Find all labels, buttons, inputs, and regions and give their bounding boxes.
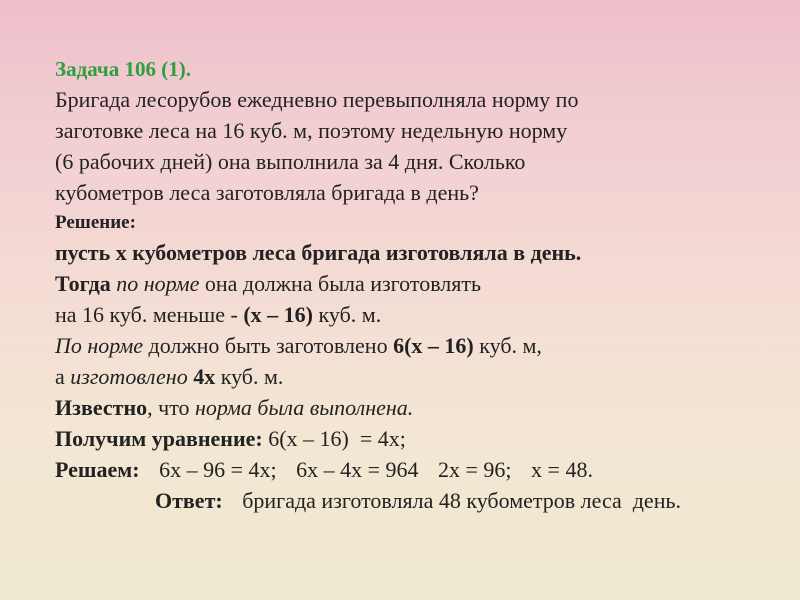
then-word: Тогда [55, 271, 111, 296]
solution-text: она должна была изготовлять [204, 271, 482, 296]
solution-line-5 [55, 361, 795, 392]
solution-line-1 [55, 237, 795, 268]
produced-phrase: изготовлено [70, 364, 188, 389]
solution-text: на 16 куб. меньше - [55, 302, 238, 327]
answer-line [55, 485, 795, 516]
solution-line-8 [55, 454, 795, 485]
unit-text: куб. м. [220, 364, 284, 389]
answer-label: Ответ: [155, 488, 223, 513]
known-word: Известно [55, 395, 148, 420]
problem-line: Бригада лесорубов ежедневно перевыполняла норму по [55, 87, 579, 112]
problem-line: заготовке леса на 16 куб. м, поэтому недельную норму [55, 118, 568, 143]
unit-text: куб. м. [318, 302, 382, 327]
answer-text: бригада изготовляла 48 кубометров леса день. [242, 488, 681, 513]
by-norm-phrase: по норме [116, 271, 200, 296]
expression-x-minus-16: (х – 16) [243, 302, 313, 327]
solution-text: а [55, 364, 65, 389]
solution-assumption: пусть х кубометров леса бригада изготовляла в день. [55, 240, 582, 265]
solution-text: должно быть заготовлено [148, 333, 388, 358]
equation-label: Получим уравнение: [55, 426, 263, 451]
expression-4x: 4х [193, 364, 216, 389]
slide-content [55, 54, 795, 516]
solve-step: х = 48. [531, 457, 593, 482]
by-norm-phrase: По норме [55, 333, 144, 358]
solution-label: Решение: [55, 212, 136, 233]
solution-line-2 [55, 268, 795, 299]
problem-title: Задача 106 (1). [55, 57, 191, 81]
solve-step: 6х – 96 = 4х; [159, 457, 277, 482]
solution-line-4 [55, 330, 795, 361]
solution-line-3 [55, 299, 795, 330]
equation: 6(х – 16) = 4х; [268, 426, 406, 451]
solve-step: 2х = 96; [438, 457, 512, 482]
problem-text [55, 84, 795, 208]
solution-text: , что [147, 395, 190, 420]
solution-line-7 [55, 423, 795, 454]
solve-label: Решаем: [55, 457, 140, 482]
expression-6-times: 6(х – 16) [393, 333, 474, 358]
solution-line-6 [55, 392, 795, 423]
unit-text: куб. м, [479, 333, 542, 358]
norm-fulfilled-phrase: норма была выполнена. [195, 395, 414, 420]
problem-line: кубометров леса заготовляла бригада в день? [55, 180, 479, 205]
problem-line: (6 рабочих дней) она выполнила за 4 дня. Сколько [55, 149, 526, 174]
solve-step: 6х – 4х = 964 [296, 457, 419, 482]
